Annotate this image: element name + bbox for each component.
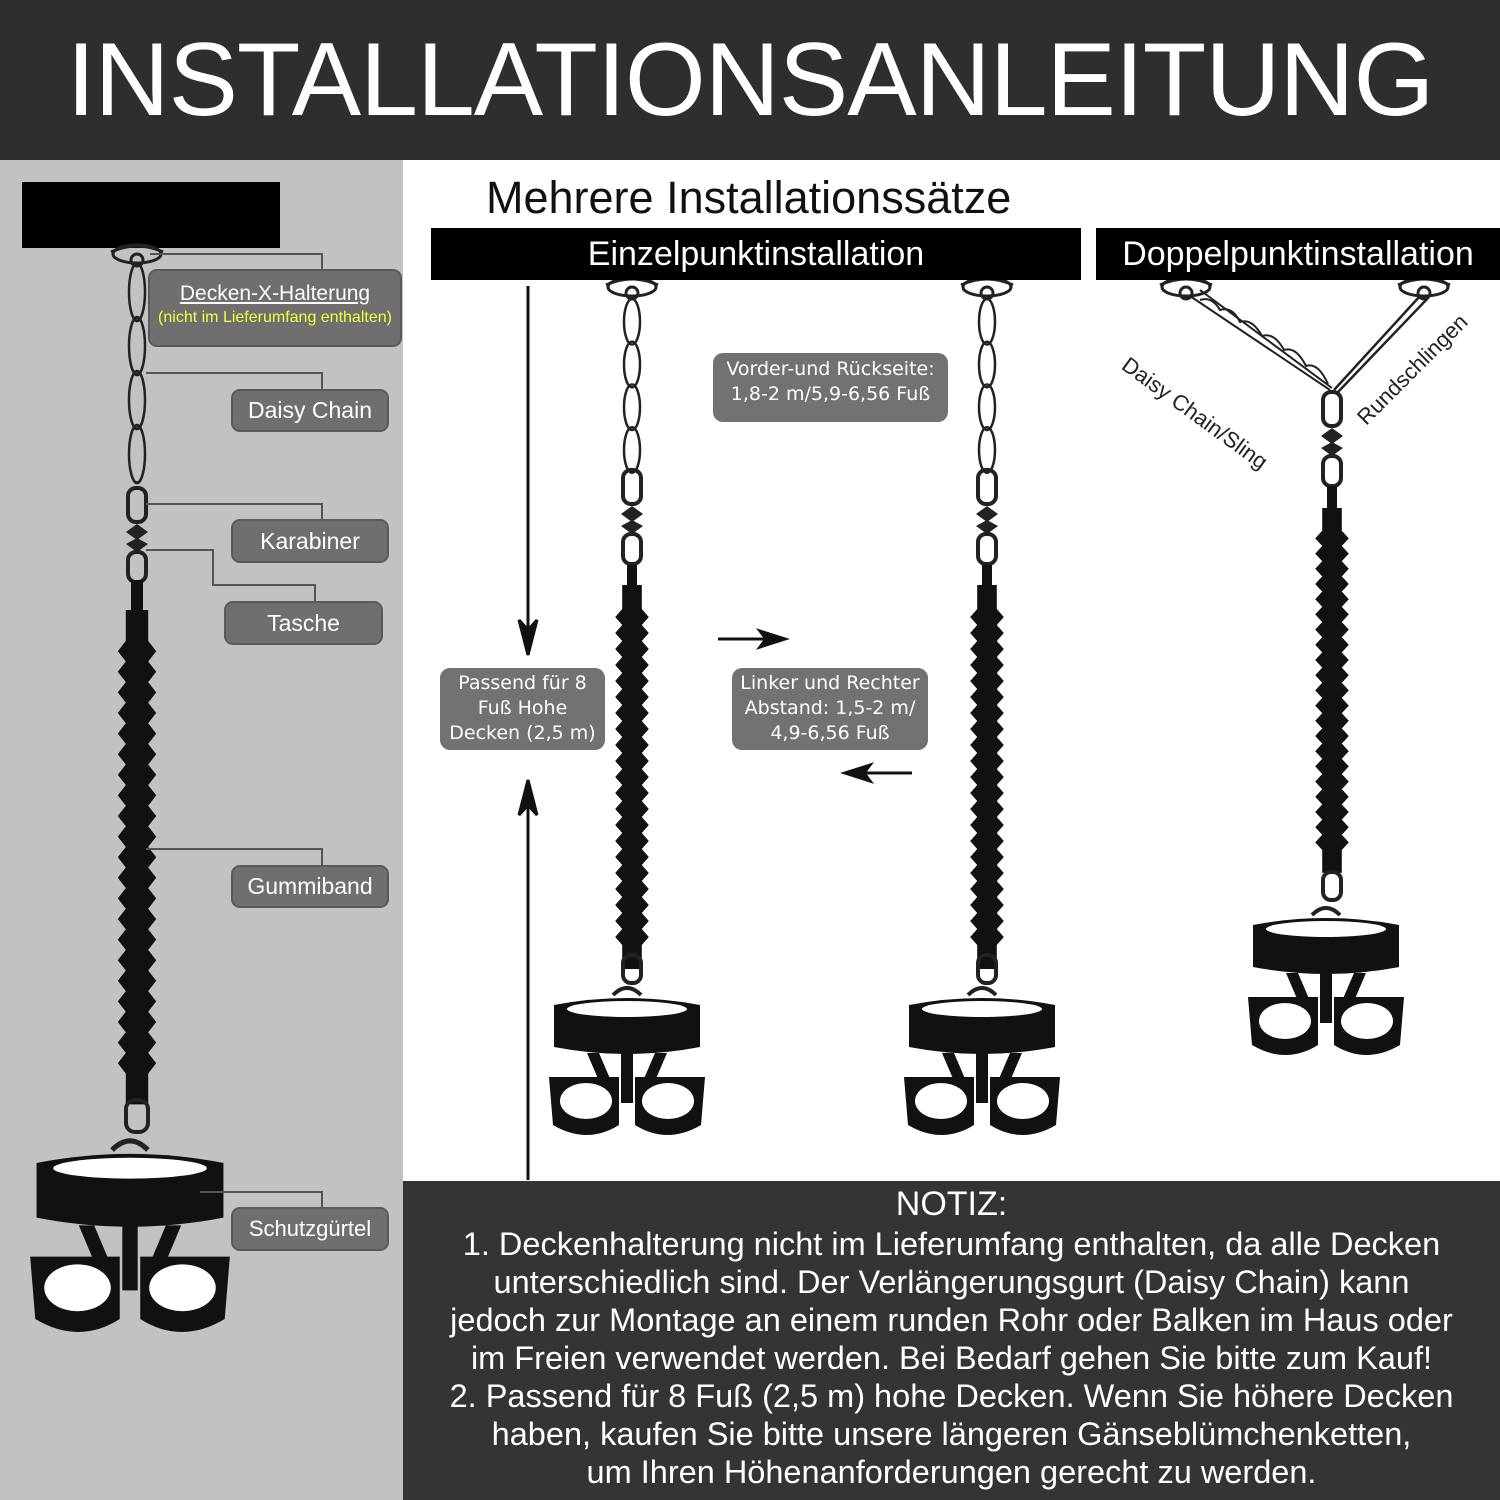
front-back-line-1: Vorder-und Rückseite:	[726, 358, 935, 380]
ceiling-height-line-1: Passend für 8	[458, 672, 587, 694]
note-title: NOTIZ:	[895, 1185, 1008, 1223]
double-point-model	[1160, 278, 1450, 1055]
front-back-line-2: 1,8-2 m/5,9-6,56 Fuß	[730, 383, 931, 405]
left-model	[30, 245, 230, 1332]
note-line: 1. Deckenhalterung nicht im Lieferumfang enthalten, da alle Decken	[462, 1226, 1441, 1262]
ceiling-height-line-3: Decken (2,5 m)	[449, 722, 596, 744]
page-title: INSTALLATIONSANLEITUNG	[66, 22, 1434, 138]
note-line: 2. Passend für 8 Fuß (2,5 m) hohe Decken. Wenn Sie höhere Decken	[449, 1378, 1454, 1414]
installation-sets-heading: Mehrere Installationssätze	[486, 172, 1012, 223]
ceiling-mount-label-note: (nicht im Lieferumfang enthalten)	[158, 309, 392, 326]
daisy-chain-sling-label: Daisy Chain/Sling	[1117, 352, 1273, 475]
daisy-chain-label: Daisy Chain	[231, 389, 389, 432]
left-right-line-1: Linker und Rechter	[740, 672, 920, 694]
ceiling-height-line-2: Fuß Hohe	[477, 697, 568, 719]
safety-belt-label: Schutzgürtel	[231, 1207, 389, 1251]
rubber-band-label: Gummiband	[231, 865, 389, 908]
left-right-line-2: Abstand: 1,5-2 m/	[744, 697, 916, 719]
single-point-header: Einzelpunktinstallation	[431, 228, 1081, 280]
round-sling-label: Rundschlingen	[1352, 309, 1473, 430]
front-back-distance-label	[713, 353, 948, 422]
carabiner-label: Karabiner	[231, 519, 389, 563]
note-line: haben, kaufen Sie bitte unsere längeren Gänseblümchenketten,	[491, 1416, 1412, 1452]
bag-label: Tasche	[224, 601, 383, 645]
note-line: unterschiedlich sind. Der Verlängerungsgurt (Daisy Chain) kann	[493, 1264, 1410, 1300]
note-line: jedoch zur Montage an einem runden Rohr oder Balken im Haus oder	[450, 1302, 1453, 1338]
note-line: im Freien verwendet werden. Bei Bedarf gehen Sie bitte zum Kauf!	[470, 1340, 1433, 1376]
ceiling-mount-label	[148, 269, 402, 347]
ceiling-height-label	[440, 668, 605, 750]
note-line: um Ihren Höhenanforderungen gerecht zu werden.	[586, 1454, 1317, 1490]
left-right-distance-label	[732, 668, 928, 750]
ceiling-mount-label-title: Decken-X-Halterung	[179, 282, 371, 305]
double-point-header: Doppelpunktinstallation	[1096, 228, 1500, 280]
left-right-line-3: 4,9-6,56 Fuß	[770, 722, 890, 744]
